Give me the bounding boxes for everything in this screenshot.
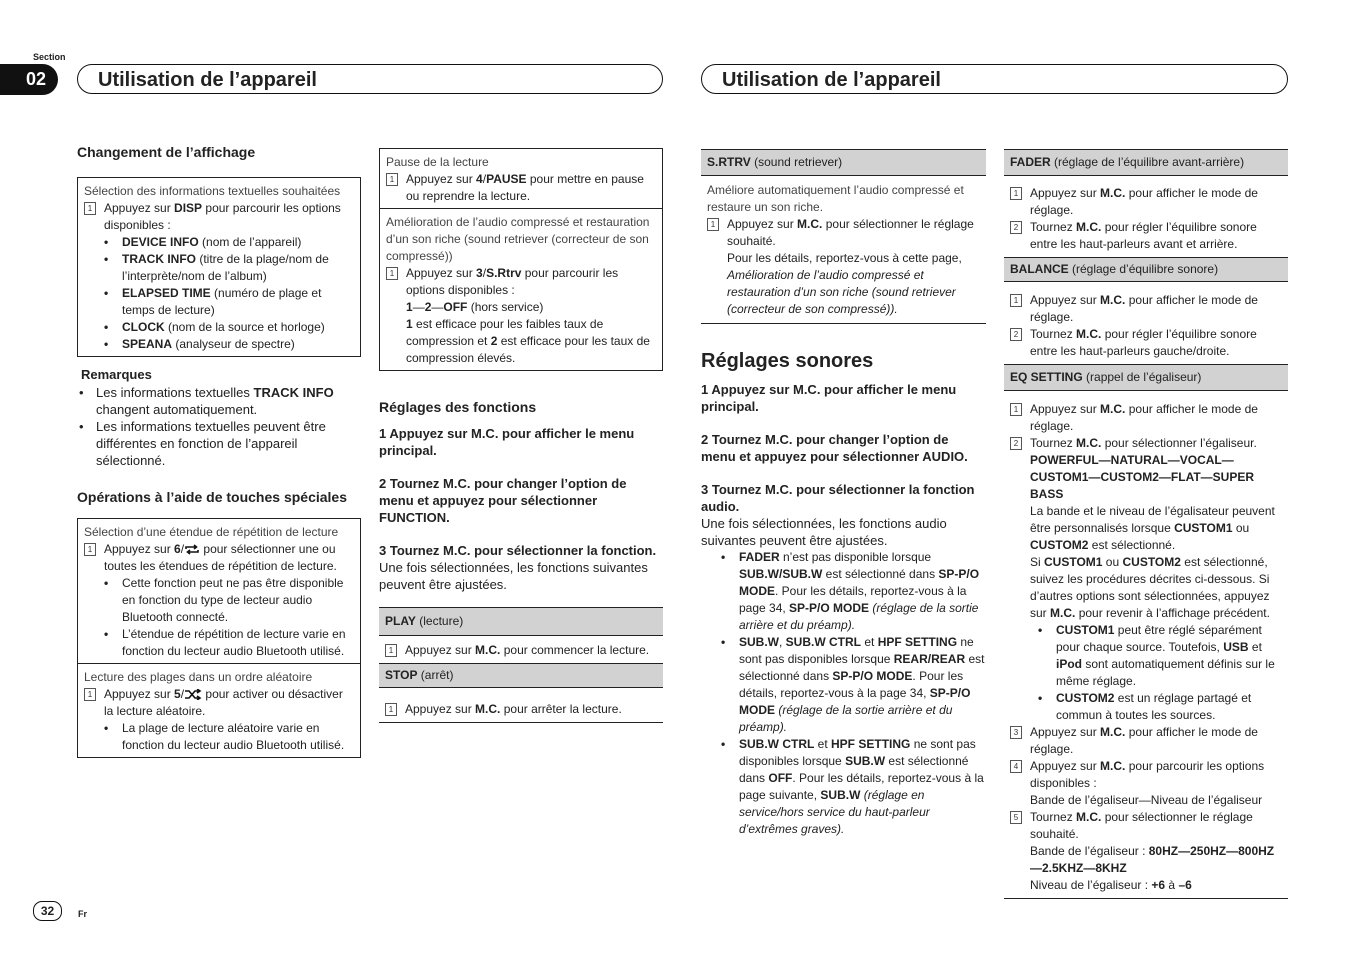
step-1: 1 Appuyez sur M.C. pour afficher le menu principal. <box>379 426 635 458</box>
random-step: 1 Appuyez sur 5/ pour activer ou désactiver la lecture aléatoire. <box>84 686 354 720</box>
step-number-icon: 1 <box>1010 403 1022 416</box>
heading-touches: Opérations à l’aide de touches spéciales <box>77 489 347 505</box>
srtrv-sequence: 1—2—OFF (hors service) <box>406 300 544 314</box>
list-item: • ELAPSED TIME (numéro de plage et temps de lecture) <box>104 285 354 319</box>
list-item: • La plage de lecture aléatoire varie en fonction du lecteur audio Bluetooth utilisé. <box>104 720 354 754</box>
eq-step-4: 4 Appuyez sur M.C. pour parcourir les options disponibles : Bande de l’égaliseur—Niveau de l’égaliseur <box>1010 758 1282 809</box>
column-2 <box>379 148 663 723</box>
heading-fonctions: Réglages des fonctions <box>379 399 537 415</box>
list-item: • L’étendue de répétition de lecture varie en fonction du lecteur audio Bluetooth utilisé. <box>104 626 354 660</box>
key-6: 6 <box>174 542 181 556</box>
audio-notes-list <box>701 549 986 838</box>
section-label: Section <box>33 52 66 62</box>
list-item: • Les informations textuelles peuvent être différentes en fonction de l’appareil sélectionné. <box>77 418 361 469</box>
step-3-text: Une fois sélectionnées, les fonctions audio suivantes peuvent être ajustées. <box>701 516 947 548</box>
play-header: PLAY (lecture) <box>379 607 663 636</box>
column-3 <box>701 149 986 838</box>
list-item: • CLOCK (nom de la source et horloge) <box>104 319 354 336</box>
eq-step-2: 2 Tournez M.C. pour sélectionner l’égaliseur. POWERFUL—NATURAL—VOCAL—CUSTOM1—CUSTOM2—FLAT—SUPER BASS La bande et le niveau de l’égalisateur peuvent être personnalisés lorsque CUSTOM1 ou CUSTOM2 est sélectionné. Si CUSTOM1 ou CUSTOM2 est sélectionné, suivez les procédures décrites ci-dessous. Si d’autres options sont sélectionnées, appuyez sur M.C. pour revenir à l’affichage précédent. <box>1010 435 1282 622</box>
key-disp: DISP <box>174 201 203 215</box>
balance-step-2: 2 Tournez M.C. pour régler l’équilibre sonore entre les haut-parleurs gauche/droite. <box>1010 326 1282 360</box>
step-2: 2 Tournez M.C. pour changer l’option de menu et appuyez pour sélectionner AUDIO. <box>701 432 968 464</box>
srtrv-header: S.RTRV (sound retriever) <box>701 149 986 176</box>
fader-step-1: 1 Appuyez sur M.C. pour afficher le mode de réglage. <box>1010 185 1282 219</box>
pause-step: 1 Appuyez sur 4/PAUSE pour mettre en pause ou reprendre la lecture. <box>386 171 656 205</box>
text: Appuyez sur <box>104 201 175 215</box>
step-number-icon: 2 <box>1010 221 1022 234</box>
step-number-icon: 1 <box>1010 294 1022 307</box>
step-number-icon: 1 <box>1010 187 1022 200</box>
text: pour parcourir les options disponibles : <box>104 201 341 232</box>
heading-affichage: Changement de l’affichage <box>77 144 256 160</box>
page-title-right: Utilisation de l’appareil <box>701 64 1288 94</box>
random-list <box>84 720 354 754</box>
list-item: • FADER n’est pas disponible lorsque SUB.W/SUB.W est sélectionné dans SP-P/O MODE. Pour les détails, reportez-vous à la page 34, SP-P/O MODE (réglage de la sortie arrière et du préamp). <box>721 549 986 634</box>
section-number: 02 <box>25 69 47 89</box>
step-number-icon: 5 <box>1010 811 1022 824</box>
section-number-badge <box>0 64 58 95</box>
display-step <box>84 200 354 234</box>
column-4 <box>1004 149 1288 899</box>
list-item: • Les informations textuelles TRACK INFO changent automatiquement. <box>77 384 361 418</box>
srtrv-intro: Amélioration de l’audio compressé et restauration d’un son riche (sound retriever (correcteur de son compressé)) <box>386 215 650 263</box>
step-3-text: Une fois sélectionnées, les fonctions suivantes peuvent être ajustées. <box>379 560 648 592</box>
play-table <box>379 607 663 723</box>
language-label: Fr <box>78 909 87 919</box>
balance-body <box>1004 282 1288 364</box>
step-3: 3 Tournez M.C. pour sélectionner la fonction. <box>379 543 657 558</box>
special-keys-box <box>77 518 361 758</box>
step-number-icon: 1 <box>84 202 96 215</box>
fader-body <box>1004 176 1288 257</box>
pause-srtrv-box <box>379 148 663 371</box>
step-number-icon: 1 <box>707 218 719 231</box>
pause-intro: Pause de la lecture <box>386 155 489 169</box>
list-item: • SPEANA (analyseur de spectre) <box>104 336 354 353</box>
eq-custom-list <box>1010 622 1282 724</box>
fader-step-2: 2 Tournez M.C. pour régler l’équilibre sonore entre les haut-parleurs avant et arrière. <box>1010 219 1282 253</box>
srtrv-body <box>701 176 986 324</box>
repeat-list <box>84 575 354 660</box>
step-number-icon: 1 <box>84 688 96 701</box>
display-box <box>77 177 361 357</box>
step-number-icon: 1 <box>386 267 398 280</box>
play-step: 1 Appuyez sur M.C. pour commencer la lecture. <box>379 636 663 663</box>
remarques-title: Remarques <box>81 367 152 382</box>
page-title-left: Utilisation de l’appareil <box>77 64 663 94</box>
list-item: • SUB.W, SUB.W CTRL et HPF SETTING ne sont pas disponibles lorsque REAR/REAR est sélectionné dans SP-P/O MODE. Pour les détails, reportez-vous à la page 34, SP-P/O MODE (réglage de la sortie arrière et du préamp). <box>721 634 986 736</box>
step-number-icon: 2 <box>1010 437 1022 450</box>
eq-step-1: 1 Appuyez sur M.C. pour afficher le mode de réglage. <box>1010 401 1282 435</box>
step-number-icon: 2 <box>1010 328 1022 341</box>
eq-header: EQ SETTING (rappel de l’égaliseur) <box>1004 364 1288 391</box>
balance-header: BALANCE (réglage d’équilibre sonore) <box>1004 257 1288 282</box>
random-intro: Lecture des plages dans un ordre aléatoire <box>84 670 313 684</box>
shuffle-icon <box>184 689 202 700</box>
repeat-icon <box>184 544 200 555</box>
srtrv-step: 1 Appuyez sur M.C. pour sélectionner le réglage souhaité. Pour les détails, reportez-vous à cette page, Amélioration de l’audio compressé et restauration d’un son riche (sound retriever (correcteur de son compressé)). <box>707 216 980 318</box>
list-item: • Cette fonction peut ne pas être disponible en fonction du type de lecteur audio Bluetooth connecté. <box>104 575 354 626</box>
step-number-icon: 1 <box>385 644 397 657</box>
srtrv-step: 1 Appuyez sur 3/S.Rtrv pour parcourir les options disponibles : <box>386 265 656 299</box>
display-options-list <box>84 234 354 353</box>
srtrv-note: 1 est efficace pour les faibles taux de compression et 2 est efficace pour les taux de compression élevés. <box>406 317 650 365</box>
step-number-icon: 1 <box>386 173 398 186</box>
display-intro: Sélection des informations textuelles souhaitées <box>84 184 341 198</box>
balance-step-1: 1 Appuyez sur M.C. pour afficher le mode de réglage. <box>1010 292 1282 326</box>
stop-step: 1 Appuyez sur M.C. pour arrêter la lecture. <box>379 688 663 723</box>
list-item: • TRACK INFO (titre de la plage/nom de l’interprète/nom de l’album) <box>104 251 354 285</box>
repeat-intro: Sélection d’une étendue de répétition de lecture <box>84 525 339 539</box>
repeat-step: 1 Appuyez sur 6/ pour sélectionner une ou toutes les étendues de répétition de lecture. <box>84 541 354 575</box>
list-item: • SUB.W CTRL et HPF SETTING ne sont pas disponibles lorsque SUB.W est sélectionné dans OFF. Pour les détails, reportez-vous à la page suivante, SUB.W (réglage en service/hors service du haut-parleur d’extrêmes graves). <box>721 736 986 838</box>
eq-step-3: 3 Appuyez sur M.C. pour afficher le mode de réglage. <box>1010 724 1282 758</box>
heading-sonores: Réglages sonores <box>701 350 874 372</box>
list-item: • DEVICE INFO (nom de l’appareil) <box>104 234 354 251</box>
srtrv-desc: Améliore automatiquement l’audio compressé et restaure un son riche. <box>707 183 964 214</box>
fader-header: FADER (réglage de l’équilibre avant-arrière) <box>1004 149 1288 176</box>
step-number-icon: 1 <box>84 543 96 556</box>
step-2: 2 Tournez M.C. pour changer l’option de menu et appuyez pour sélectionner FUNCTION. <box>379 476 627 525</box>
step-3: 3 Tournez M.C. pour sélectionner la fonction audio. <box>701 482 975 514</box>
step-1: 1 Appuyez sur M.C. pour afficher le menu principal. <box>701 382 957 414</box>
step-number-icon: 4 <box>1010 760 1022 773</box>
column-1 <box>77 144 361 758</box>
page-number: 32 <box>33 901 62 921</box>
step-number-icon: 3 <box>1010 726 1022 739</box>
eq-body <box>1004 391 1288 899</box>
list-item: • CUSTOM1 peut être réglé séparément pour chaque source. Toutefois, USB et iPod sont automatiquement définis sur le même réglage. <box>1038 622 1282 690</box>
list-item: • CUSTOM2 est un réglage partagé et commun à toutes les sources. <box>1038 690 1282 724</box>
eq-step-5: 5 Tournez M.C. pour sélectionner le réglage souhaité. Bande de l’égaliseur : 80HZ—250HZ—800HZ—2.5KHZ—8KHZ Niveau de l’égaliseur : +6 à –6 <box>1010 809 1282 894</box>
step-number-icon: 1 <box>385 703 397 716</box>
stop-header: STOP (arrêt) <box>379 663 663 688</box>
key-5: 5 <box>174 687 181 701</box>
remarques-list <box>77 384 361 469</box>
